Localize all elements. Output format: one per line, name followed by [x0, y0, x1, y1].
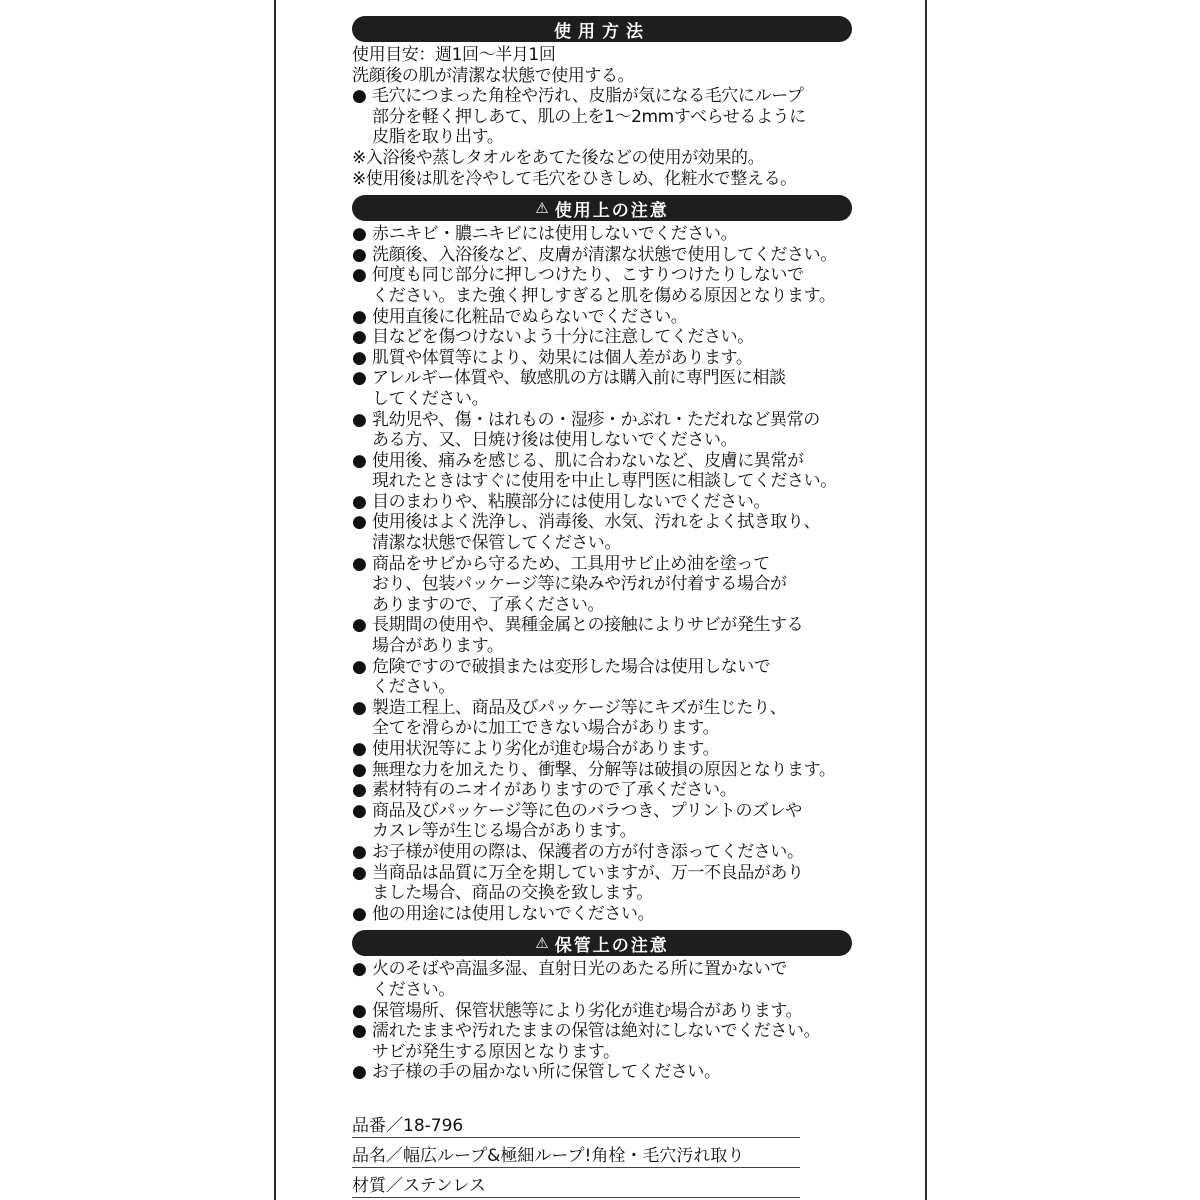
- caution-item-line: 他の用途には使用しないでください。: [372, 903, 655, 924]
- bullet-icon: ●: [352, 347, 367, 368]
- bullet-icon: ●: [352, 780, 367, 801]
- warning-triangle-icon: ⚠: [535, 934, 549, 953]
- usage-step-line: 毛穴につまった角栓や汚れ、皮脂が気になる毛穴にループ: [372, 86, 804, 107]
- page-border-left: [274, 0, 276, 1200]
- usage-step-line: 皮脂を取り出す。: [372, 127, 504, 148]
- usage-note: ※入浴後や蒸しタオルをあてた後などの使用が効果的。: [352, 147, 765, 168]
- bullet-icon: ●: [352, 1062, 367, 1083]
- caution-item-line: お子様が使用の際は、保護者の方が付き添ってください。: [372, 841, 804, 862]
- caution-item-line: 商品及びパッケージ等に色のバラつき、プリントのズレや: [372, 800, 802, 821]
- storage-item-line: 濡れたままや汚れたままの保管は絶対にしないでください。: [372, 1021, 821, 1042]
- warning-triangle-icon: ⚠: [535, 199, 549, 218]
- storage-item: [352, 959, 852, 1000]
- bullet-icon: ●: [352, 512, 367, 533]
- caution-item-line: 当商品は品質に万全を期していますが、万一不良品があり: [372, 862, 804, 883]
- bullet-icon: ●: [352, 1000, 367, 1021]
- usage-title: 使用方法: [554, 21, 650, 42]
- bullet-icon: ●: [352, 739, 367, 759]
- caution-item: [352, 327, 852, 348]
- caution-item-line: 使用後はよく洗浄し、消毒後、水気、汚れをよく拭き取り、: [372, 512, 821, 533]
- caution-item: [352, 698, 852, 739]
- usage-section: [352, 42, 852, 191]
- caution-item-line: 長期間の使用や、異種金属との接触によりサビが発生する: [372, 615, 804, 636]
- caution-item: [352, 512, 852, 553]
- caution-item: [352, 554, 852, 616]
- caution-item-line: 何度も同じ部分に押しつけたり、こすりつけたりしないで: [372, 265, 804, 286]
- storage-item: [352, 1062, 852, 1083]
- bullet-icon: ●: [352, 800, 367, 821]
- caution-item-line: 使用直後に化粧品でぬらないでください。: [372, 306, 688, 327]
- caution-section-header: [352, 195, 852, 221]
- caution-item: [352, 657, 852, 698]
- caution-item: [352, 265, 852, 306]
- storage-item: [352, 1021, 852, 1062]
- caution-item-line: 目のまわりや、粘膜部分には使用しないでください。: [372, 491, 771, 512]
- spec-product-number: [352, 1113, 800, 1138]
- caution-item-line: 目などを傷つけないよう十分に注意してください。: [372, 327, 754, 348]
- storage-item-line: 火のそばや高温多湿、直射日光のあたる所に置かないで: [372, 959, 787, 980]
- caution-item: [352, 842, 852, 863]
- caution-item-line: 場合があります。: [372, 636, 504, 657]
- caution-item-line: 現れたときはすぐに使用を中止し専門医に相談してください。: [372, 471, 837, 492]
- spec-material-text: 材質／ステンレス: [352, 1175, 486, 1196]
- usage-step-line: 部分を軽く押しあて、肌の上を1〜2mmすべらせるように: [372, 106, 806, 127]
- storage-item-line: 保管場所、保管状態等により劣化が進む場合があります。: [372, 1000, 803, 1021]
- usage-step: [352, 86, 852, 148]
- usage-guideline: 使用目安：週1回〜半月1回: [352, 45, 556, 65]
- caution-item-line: ある方、又、日焼け後は使用しないでください。: [372, 430, 738, 451]
- caution-item-line: ありますので、了承ください。: [372, 594, 605, 615]
- caution-item-line: おり、包装パッケージ等に染みや汚れが付着する場合が: [372, 574, 787, 595]
- caution-item-line: 危険ですので破損または変形した場合は使用しないで: [372, 656, 771, 677]
- bullet-icon: ●: [352, 903, 367, 924]
- caution-item-line: 洗顔後、入浴後など、皮膚が清潔な状態で使用してください。: [372, 244, 837, 265]
- spec-product-number-text: 品番／18-796: [352, 1115, 464, 1136]
- bullet-icon: ●: [352, 224, 367, 245]
- caution-item-line: してください。: [372, 388, 489, 409]
- caution-item: [352, 863, 852, 904]
- caution-item: [352, 760, 852, 781]
- caution-item: [352, 739, 852, 760]
- caution-item: [352, 780, 852, 801]
- caution-item: [352, 348, 852, 369]
- bullet-icon: ●: [352, 553, 367, 574]
- caution-item: [352, 368, 852, 409]
- caution-item: [352, 307, 852, 328]
- bullet-icon: ●: [352, 862, 367, 883]
- bullet-icon: ●: [352, 656, 367, 677]
- storage-item-line: ください。: [372, 979, 455, 1000]
- caution-item: [352, 904, 852, 925]
- caution-item: [352, 224, 852, 245]
- storage-item-line: サビが発生する原因となります。: [372, 1041, 620, 1062]
- spec-product-name: [352, 1143, 800, 1168]
- caution-item-line: 全てを滑らかに加工できない場合があります。: [372, 718, 720, 739]
- caution-item: [352, 801, 852, 842]
- caution-item: [352, 245, 852, 266]
- storage-item-line: お子様の手の届かない所に保管してください。: [372, 1062, 721, 1083]
- bullet-icon: ●: [352, 244, 367, 265]
- spec-material: [352, 1173, 800, 1198]
- bullet-icon: ●: [352, 450, 367, 471]
- caution-item: [352, 615, 852, 656]
- caution-item-line: カスレ等が生じる場合があります。: [372, 821, 637, 842]
- caution-item-line: 清潔な状態で保管してください。: [372, 533, 621, 554]
- caution-item-line: 素材特有のニオイがありますので了承ください。: [372, 780, 737, 801]
- bullet-icon: ●: [352, 841, 367, 862]
- bullet-icon: ●: [352, 409, 367, 430]
- bullet-icon: ●: [352, 759, 367, 780]
- caution-list: [352, 221, 852, 926]
- caution-item-line: 製造工程上、商品及びパッケージ等にキズが生じたり、: [372, 697, 787, 718]
- caution-item-line: ください。また強く押しすぎると肌を傷める原因となります。: [372, 285, 836, 306]
- bullet-icon: ●: [352, 697, 367, 718]
- caution-item-line: アレルギー体質や、敏感肌の方は購入前に専門医に相談: [372, 368, 786, 389]
- caution-item-line: ました場合、商品の交換を致します。: [372, 883, 653, 904]
- bullet-icon: ●: [352, 959, 367, 980]
- storage-title: 保管上の注意: [554, 935, 669, 956]
- page-border-right: [925, 0, 927, 1200]
- bullet-icon: ●: [352, 306, 367, 327]
- caution-title: 使用上の注意: [554, 200, 669, 221]
- usage-note: ※使用後は肌を冷やして毛穴をひきしめ、化粧水で整える。: [352, 168, 797, 189]
- storage-item: [352, 1001, 852, 1022]
- product-specs: [352, 1113, 852, 1198]
- caution-item-line: 商品をサビから守るため、工具用サビ止め油を塗って: [372, 553, 770, 574]
- bullet-icon: ●: [352, 368, 367, 389]
- bullet-icon: ●: [352, 491, 367, 512]
- bullet-icon: ●: [352, 265, 367, 286]
- bullet-icon: ●: [352, 1021, 367, 1042]
- storage-list: [352, 956, 852, 1085]
- usage-section-header: [352, 16, 852, 42]
- caution-item-line: 赤ニキビ・膿ニキビには使用しないでください。: [372, 224, 738, 245]
- caution-item-line: ください。: [372, 677, 455, 698]
- usage-condition: 洗顔後の肌が清潔な状態で使用する。: [352, 65, 635, 86]
- caution-item-line: 使用後、痛みを感じる、肌に合わないなど、皮膚に異常が: [372, 450, 804, 471]
- caution-item-line: 乳幼児や、傷・はれもの・湿疹・かぶれ・ただれなど異常の: [372, 409, 820, 430]
- caution-item: [352, 451, 852, 492]
- caution-item: [352, 410, 852, 451]
- bullet-icon: ●: [352, 615, 367, 636]
- instructions-panel: [352, 14, 852, 1198]
- caution-item-line: 使用状況等により劣化が進む場合があります。: [372, 739, 720, 759]
- bullet-icon: ●: [352, 327, 367, 348]
- storage-section-header: [352, 930, 852, 956]
- caution-item: [352, 492, 852, 513]
- caution-item-line: 無理な力を加えたり、衝撃、分解等は破損の原因となります。: [372, 759, 836, 780]
- bullet-icon: ●: [352, 86, 367, 107]
- caution-item-line: 肌質や体質等により、効果には個人差があります。: [372, 347, 753, 368]
- spec-product-name-text: 品名／幅広ループ&極細ループ!角栓・毛穴汚れ取り: [352, 1145, 745, 1166]
